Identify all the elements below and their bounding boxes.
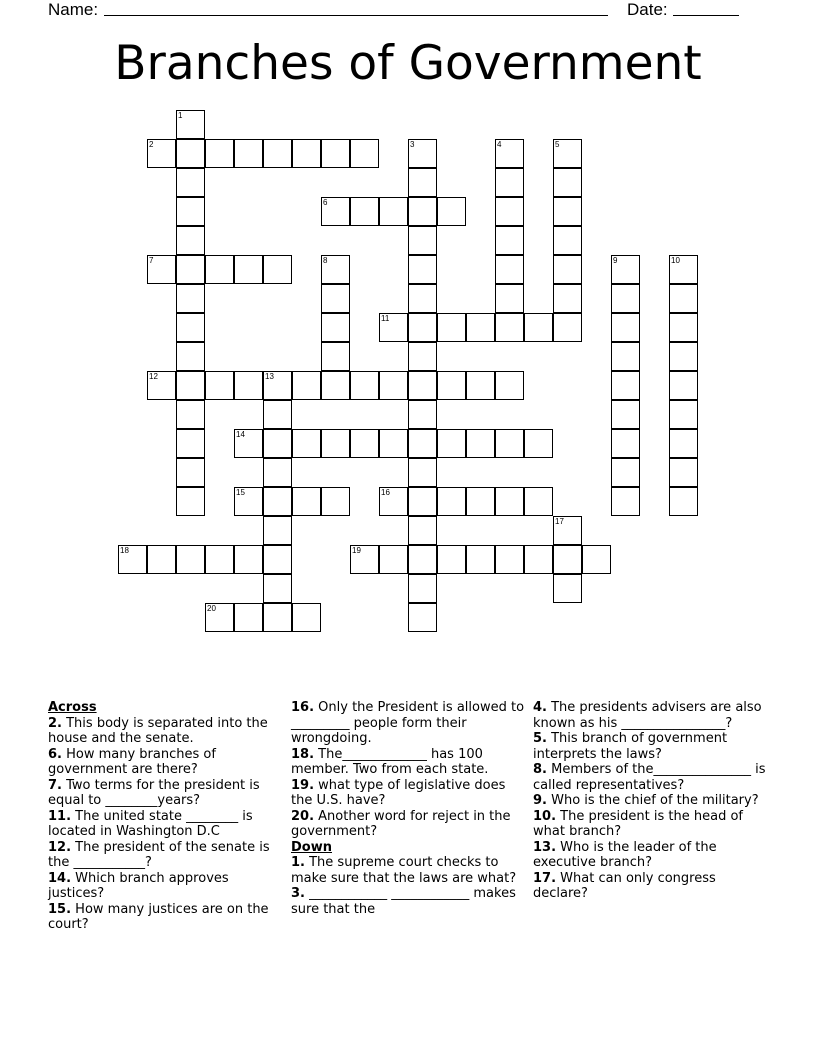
clue: [533, 840, 769, 871]
grid-cell[interactable]: [495, 487, 524, 516]
cell-number: 19: [352, 546, 361, 555]
clue: [48, 871, 284, 902]
clue-number: 19.: [291, 777, 315, 793]
grid-cell[interactable]: [408, 487, 437, 516]
grid-cell[interactable]: [176, 284, 205, 313]
grid-cell[interactable]: [408, 400, 437, 429]
clue: [291, 778, 527, 809]
cell-number: 18: [120, 546, 129, 555]
grid-cell[interactable]: [176, 226, 205, 255]
grid-cell[interactable]: [408, 574, 437, 603]
clue: [48, 902, 284, 933]
clue: [291, 855, 527, 886]
grid-cell[interactable]: [118, 545, 147, 574]
clue: [291, 700, 527, 747]
grid-cell[interactable]: [147, 545, 176, 574]
clue-number: 12.: [48, 839, 72, 855]
grid-cell[interactable]: [466, 545, 495, 574]
clue-text: Who is the leader of the executive branch?: [533, 839, 717, 870]
grid-cell[interactable]: [176, 110, 205, 139]
grid-cell[interactable]: [205, 255, 234, 284]
grid-cell[interactable]: [495, 226, 524, 255]
cell-number: 15: [236, 488, 245, 497]
clue-text: How many justices are on the court?: [48, 901, 269, 932]
across-clues: [48, 716, 284, 933]
clue-number: 6.: [48, 746, 62, 762]
cell-number: 12: [149, 372, 158, 381]
grid-cell[interactable]: [466, 371, 495, 400]
grid-cell[interactable]: [553, 226, 582, 255]
grid-cell[interactable]: [495, 255, 524, 284]
clue-text: The supreme court checks to make sure that the laws are what?: [291, 855, 517, 886]
grid-cell[interactable]: [176, 487, 205, 516]
clue-text: How many branches of government are there?: [48, 746, 216, 777]
grid-cell[interactable]: [321, 284, 350, 313]
clue-number: 13.: [533, 839, 557, 855]
grid-cell[interactable]: [408, 371, 437, 400]
grid-cell[interactable]: [553, 313, 582, 342]
clue: [533, 731, 769, 762]
grid-cell[interactable]: [408, 342, 437, 371]
date-label: Date:: [627, 0, 668, 19]
clue: [48, 809, 284, 840]
grid-cell[interactable]: [263, 516, 292, 545]
clue-text: This branch of government interprets the laws?: [533, 731, 728, 762]
cell-number: 2: [149, 140, 154, 149]
grid-cell[interactable]: [379, 371, 408, 400]
grid-cell[interactable]: [263, 371, 292, 400]
grid-cell[interactable]: [321, 342, 350, 371]
grid-cell[interactable]: [379, 487, 408, 516]
down-clues: [291, 855, 527, 917]
grid-cell[interactable]: [292, 139, 321, 168]
cell-number: 9: [613, 256, 618, 265]
grid-cell[interactable]: [408, 139, 437, 168]
clue-number: 4.: [533, 700, 547, 715]
grid-cell[interactable]: [263, 603, 292, 632]
grid-cell[interactable]: [582, 545, 611, 574]
grid-cell[interactable]: [611, 400, 640, 429]
grid-cell[interactable]: [611, 342, 640, 371]
grid-cell[interactable]: [611, 458, 640, 487]
grid-cell[interactable]: [408, 516, 437, 545]
clue-number: 17.: [533, 870, 557, 886]
grid-cell[interactable]: [263, 545, 292, 574]
clue-text: ____________ ____________ makes sure that the: [291, 886, 516, 917]
clue: [48, 840, 284, 871]
clue-text: The united state ________ is located in Washington D.C: [48, 808, 253, 839]
grid-cell[interactable]: [437, 429, 466, 458]
clue-number: 7.: [48, 777, 62, 793]
grid-cell[interactable]: [495, 168, 524, 197]
grid-cell[interactable]: [553, 139, 582, 168]
grid-cell[interactable]: [437, 545, 466, 574]
grid-cell[interactable]: [379, 313, 408, 342]
grid-cell[interactable]: [611, 284, 640, 313]
grid-cell[interactable]: [176, 545, 205, 574]
grid-cell[interactable]: [263, 255, 292, 284]
clue-column-1: [48, 700, 284, 933]
grid-cell[interactable]: [466, 429, 495, 458]
grid-cell[interactable]: [669, 342, 698, 371]
cell-number: 11: [381, 314, 390, 323]
grid-cell[interactable]: [524, 545, 553, 574]
grid-cell[interactable]: [321, 371, 350, 400]
grid-cell[interactable]: [176, 139, 205, 168]
grid-cell[interactable]: [495, 139, 524, 168]
cell-number: 17: [555, 517, 564, 526]
grid-cell[interactable]: [379, 545, 408, 574]
grid-cell[interactable]: [611, 487, 640, 516]
grid-cell[interactable]: [611, 313, 640, 342]
clue-text: The president of the senate is the ___________?: [48, 839, 270, 870]
clue-number: 3.: [291, 886, 305, 901]
grid-cell[interactable]: [553, 574, 582, 603]
clue-column-2: [291, 700, 527, 917]
grid-cell[interactable]: [176, 168, 205, 197]
grid-cell[interactable]: [176, 197, 205, 226]
cell-number: 10: [671, 256, 680, 265]
grid-cell[interactable]: [292, 487, 321, 516]
grid-cell[interactable]: [147, 139, 176, 168]
cell-number: 8: [323, 256, 328, 265]
grid-cell[interactable]: [263, 400, 292, 429]
grid-cell[interactable]: [350, 197, 379, 226]
grid-cell[interactable]: [321, 487, 350, 516]
cell-number: 16: [381, 488, 390, 497]
clue-text: This body is separated into the house and the senate.: [48, 715, 268, 746]
grid-cell[interactable]: [437, 197, 466, 226]
grid-cell[interactable]: [408, 545, 437, 574]
grid-cell[interactable]: [379, 197, 408, 226]
grid-cell[interactable]: [205, 371, 234, 400]
clue-number: 11.: [48, 808, 72, 824]
cell-number: 13: [265, 372, 274, 381]
cell-number: 4: [497, 140, 502, 149]
clue-text: Two terms for the president is equal to ________years?: [48, 777, 260, 808]
grid-cell[interactable]: [292, 371, 321, 400]
grid-cell[interactable]: [495, 545, 524, 574]
grid-cell[interactable]: [611, 371, 640, 400]
cell-number: 14: [236, 430, 245, 439]
grid-cell[interactable]: [408, 168, 437, 197]
grid-cell[interactable]: [176, 429, 205, 458]
clue-number: 15.: [48, 901, 72, 917]
grid-cell[interactable]: [205, 139, 234, 168]
clue-text: The president is the head of what branch?: [533, 808, 743, 839]
clue: [533, 762, 769, 793]
grid-cell[interactable]: [669, 487, 698, 516]
cell-number: 5: [555, 140, 560, 149]
grid-cell[interactable]: [611, 429, 640, 458]
clue-column-3: [533, 700, 769, 902]
grid-cell[interactable]: [524, 429, 553, 458]
clue: [291, 747, 527, 778]
grid-cell[interactable]: [176, 255, 205, 284]
grid-cell[interactable]: [669, 429, 698, 458]
grid-cell[interactable]: [205, 545, 234, 574]
clue-text: What can only congress declare?: [533, 870, 716, 901]
grid-cell[interactable]: [234, 603, 263, 632]
grid-cell[interactable]: [350, 545, 379, 574]
grid-cell[interactable]: [437, 487, 466, 516]
grid-cell[interactable]: [379, 429, 408, 458]
grid-cell[interactable]: [292, 603, 321, 632]
clue-number: 2.: [48, 715, 62, 731]
grid-cell[interactable]: [321, 139, 350, 168]
clue: [533, 700, 769, 731]
grid-cell[interactable]: [669, 400, 698, 429]
clue-text: The presidents advisers are also known as his ________________?: [533, 700, 762, 731]
cell-number: 3: [410, 140, 415, 149]
clue: [533, 793, 769, 809]
grid-cell[interactable]: [611, 255, 640, 284]
clue-text: Who is the chief of the military?: [546, 793, 759, 808]
grid-cell[interactable]: [176, 371, 205, 400]
grid-cell[interactable]: [234, 429, 263, 458]
clue-number: 1.: [291, 855, 305, 870]
clue-text: what type of legislative does the U.S. have?: [291, 777, 506, 808]
clue-number: 5.: [533, 731, 547, 746]
grid-cell[interactable]: [350, 139, 379, 168]
clue: [533, 809, 769, 840]
clue-text: Only the President is allowed to _________ people form their wrongdoing.: [291, 700, 525, 746]
grid-cell[interactable]: [553, 197, 582, 226]
grid-cell[interactable]: [321, 429, 350, 458]
grid-cell[interactable]: [553, 284, 582, 313]
grid-cell[interactable]: [466, 313, 495, 342]
clue-number: 16.: [291, 700, 315, 715]
grid-cell[interactable]: [176, 458, 205, 487]
grid-cell[interactable]: [437, 313, 466, 342]
grid-cell[interactable]: [234, 255, 263, 284]
grid-cell[interactable]: [147, 371, 176, 400]
clue-number: 9.: [533, 793, 547, 808]
grid-cell[interactable]: [495, 284, 524, 313]
grid-cell[interactable]: [350, 429, 379, 458]
grid-cell[interactable]: [553, 255, 582, 284]
clue-number: 18.: [291, 746, 315, 762]
grid-cell[interactable]: [263, 487, 292, 516]
grid-cell[interactable]: [466, 487, 495, 516]
grid-cell[interactable]: [495, 313, 524, 342]
cell-number: 1: [178, 111, 183, 120]
grid-cell[interactable]: [553, 545, 582, 574]
grid-cell[interactable]: [669, 255, 698, 284]
clue: [291, 886, 527, 917]
grid-cell[interactable]: [553, 516, 582, 545]
grid-cell[interactable]: [495, 197, 524, 226]
grid-cell[interactable]: [263, 139, 292, 168]
clue: [48, 778, 284, 809]
down-clues-continued: [533, 700, 769, 902]
grid-cell[interactable]: [669, 284, 698, 313]
clue: [48, 716, 284, 747]
grid-cell[interactable]: [495, 429, 524, 458]
grid-cell[interactable]: [524, 487, 553, 516]
clue-text: Members of the_______________ is called representatives?: [533, 762, 766, 793]
grid-cell[interactable]: [205, 603, 234, 632]
grid-cell[interactable]: [321, 313, 350, 342]
grid-cell[interactable]: [669, 458, 698, 487]
grid-cell[interactable]: [263, 574, 292, 603]
grid-cell[interactable]: [234, 487, 263, 516]
grid-cell[interactable]: [234, 545, 263, 574]
grid-cell[interactable]: [408, 226, 437, 255]
grid-cell[interactable]: [176, 313, 205, 342]
grid-cell[interactable]: [176, 342, 205, 371]
grid-cell[interactable]: [176, 400, 205, 429]
down-heading: Down: [291, 839, 332, 855]
grid-cell[interactable]: [321, 197, 350, 226]
grid-cell[interactable]: [234, 371, 263, 400]
grid-cell[interactable]: [263, 429, 292, 458]
grid-cell[interactable]: [234, 139, 263, 168]
clue-number: 8.: [533, 762, 547, 777]
grid-cell[interactable]: [408, 284, 437, 313]
cell-number: 20: [207, 604, 216, 613]
grid-cell[interactable]: [292, 429, 321, 458]
grid-cell[interactable]: [263, 458, 292, 487]
cell-number: 6: [323, 198, 328, 207]
grid-cell[interactable]: [495, 371, 524, 400]
grid-cell[interactable]: [321, 255, 350, 284]
clue-number: 14.: [48, 870, 72, 886]
clue: [48, 747, 284, 778]
grid-cell[interactable]: [147, 255, 176, 284]
clue-text: Which branch approves justices?: [48, 870, 229, 901]
grid-cell[interactable]: [350, 371, 379, 400]
clue-text: Another word for reject in the government?: [291, 808, 511, 839]
grid-cell[interactable]: [408, 313, 437, 342]
clue-number: 20.: [291, 808, 315, 824]
cell-number: 7: [149, 256, 154, 265]
clue: [533, 871, 769, 902]
grid-cell[interactable]: [408, 255, 437, 284]
clue: [291, 809, 527, 840]
grid-cell[interactable]: [669, 313, 698, 342]
grid-cell[interactable]: [408, 197, 437, 226]
grid-cell[interactable]: [669, 371, 698, 400]
page-title: Branches of Government: [114, 36, 702, 91]
grid-cell[interactable]: [408, 458, 437, 487]
across-clues-continued: [291, 700, 527, 840]
across-heading: Across: [48, 700, 97, 715]
clue-text: The_____________ has 100 member. Two from each state.: [291, 746, 489, 777]
grid-cell[interactable]: [408, 603, 437, 632]
name-label: Name:: [48, 0, 99, 19]
grid-cell[interactable]: [408, 429, 437, 458]
grid-cell[interactable]: [524, 313, 553, 342]
grid-cell[interactable]: [437, 371, 466, 400]
clue-number: 10.: [533, 808, 557, 824]
grid-cell[interactable]: [553, 168, 582, 197]
